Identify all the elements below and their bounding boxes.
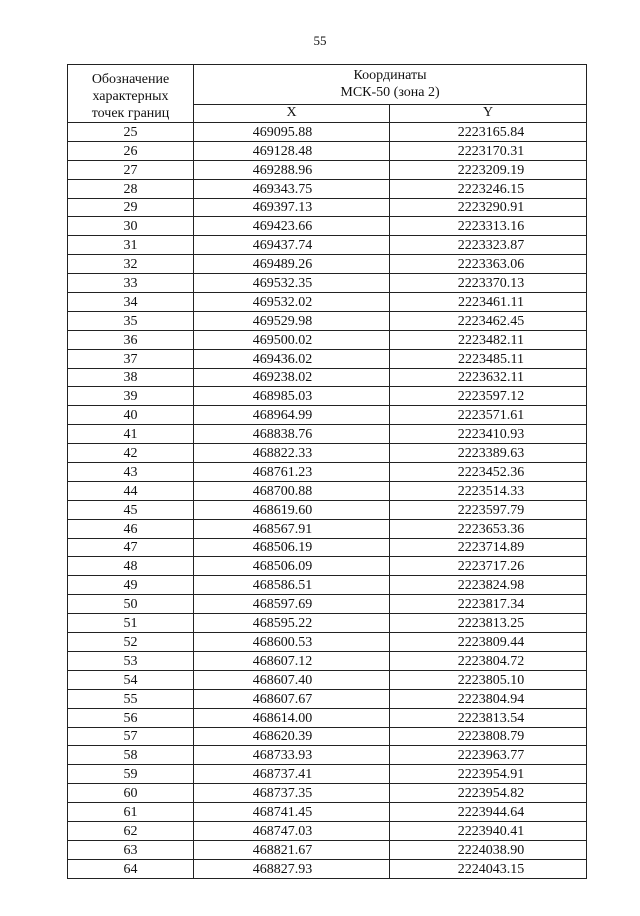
point-number-cell: 39: [68, 387, 194, 406]
point-number-cell: 46: [68, 519, 194, 538]
y-coordinate-cell: 2223809.44: [390, 633, 587, 652]
header-y: Y: [390, 104, 587, 122]
y-coordinate-cell: 2223571.61: [390, 406, 587, 425]
y-coordinate-cell: 2223817.34: [390, 595, 587, 614]
x-coordinate-cell: 469343.75: [194, 179, 390, 198]
table-row: [68, 160, 587, 179]
x-coordinate-cell: 468506.19: [194, 538, 390, 557]
point-number-cell: 26: [68, 141, 194, 160]
header-x: X: [194, 104, 390, 122]
point-number-cell: 37: [68, 349, 194, 368]
table-row: [68, 293, 587, 312]
table-row: [68, 727, 587, 746]
table-row: [68, 444, 587, 463]
y-coordinate-cell: 2223165.84: [390, 123, 587, 142]
x-coordinate-cell: 469532.02: [194, 293, 390, 312]
y-coordinate-cell: 2223246.15: [390, 179, 587, 198]
x-coordinate-cell: 468506.09: [194, 557, 390, 576]
point-number-cell: 42: [68, 444, 194, 463]
table-row: [68, 633, 587, 652]
point-number-cell: 35: [68, 311, 194, 330]
table-row: [68, 576, 587, 595]
table-row: [68, 708, 587, 727]
point-number-cell: 34: [68, 293, 194, 312]
x-coordinate-cell: 468761.23: [194, 463, 390, 482]
x-coordinate-cell: 469436.02: [194, 349, 390, 368]
point-number-cell: 43: [68, 463, 194, 482]
x-coordinate-cell: 469238.02: [194, 368, 390, 387]
x-coordinate-cell: 468733.93: [194, 746, 390, 765]
y-coordinate-cell: 2223363.06: [390, 255, 587, 274]
table-row: [68, 330, 587, 349]
table-row: [68, 595, 587, 614]
page-number: 55: [313, 33, 327, 48]
table-row: [68, 765, 587, 784]
table-row: [68, 141, 587, 160]
point-number-cell: 59: [68, 765, 194, 784]
x-coordinate-cell: 468822.33: [194, 444, 390, 463]
point-number-cell: 55: [68, 689, 194, 708]
coordinates-table: [67, 64, 587, 879]
table-row: [68, 387, 587, 406]
point-number-cell: 27: [68, 160, 194, 179]
x-coordinate-cell: 469128.48: [194, 141, 390, 160]
table-row: [68, 670, 587, 689]
header-point-line-1: Обозначение: [91, 72, 170, 87]
table-row: [68, 179, 587, 198]
x-coordinate-cell: 468614.00: [194, 708, 390, 727]
y-coordinate-cell: 2223290.91: [390, 198, 587, 217]
point-number-cell: 28: [68, 179, 194, 198]
y-coordinate-cell: 2223313.16: [390, 217, 587, 236]
x-coordinate-cell: 468597.69: [194, 595, 390, 614]
x-coordinate-cell: 468607.67: [194, 689, 390, 708]
x-coordinate-cell: 469095.88: [194, 123, 390, 142]
x-coordinate-cell: 468700.88: [194, 481, 390, 500]
x-coordinate-cell: 469397.13: [194, 198, 390, 217]
x-coordinate-cell: 469423.66: [194, 217, 390, 236]
header-point-line-2: характерных: [92, 89, 169, 104]
point-number-cell: 54: [68, 670, 194, 689]
y-coordinate-cell: 2223170.31: [390, 141, 587, 160]
point-number-cell: 40: [68, 406, 194, 425]
point-number-cell: 47: [68, 538, 194, 557]
table-row: [68, 463, 587, 482]
table-row: [68, 349, 587, 368]
table-row: [68, 784, 587, 803]
y-coordinate-cell: 2223963.77: [390, 746, 587, 765]
y-coordinate-cell: 2223461.11: [390, 293, 587, 312]
y-coordinate-cell: 2223940.41: [390, 821, 587, 840]
table-header: [68, 65, 587, 123]
point-number-cell: 33: [68, 274, 194, 293]
point-number-cell: 31: [68, 236, 194, 255]
table-row: [68, 368, 587, 387]
table-row: [68, 859, 587, 878]
table-row: [68, 406, 587, 425]
header-point-designation: [68, 65, 194, 123]
x-coordinate-cell: 468567.91: [194, 519, 390, 538]
header-coordinates: [194, 65, 587, 105]
point-number-cell: 52: [68, 633, 194, 652]
point-number-cell: 32: [68, 255, 194, 274]
x-coordinate-cell: 468607.12: [194, 651, 390, 670]
y-coordinate-cell: 2223410.93: [390, 425, 587, 444]
point-number-cell: 56: [68, 708, 194, 727]
x-coordinate-cell: 468747.03: [194, 821, 390, 840]
point-number-cell: 41: [68, 425, 194, 444]
x-coordinate-cell: 469500.02: [194, 330, 390, 349]
point-number-cell: 50: [68, 595, 194, 614]
x-coordinate-cell: 468838.76: [194, 425, 390, 444]
point-number-cell: 53: [68, 651, 194, 670]
y-coordinate-cell: 2223485.11: [390, 349, 587, 368]
y-coordinate-cell: 2224038.90: [390, 840, 587, 859]
y-coordinate-cell: 2223653.36: [390, 519, 587, 538]
table-row: [68, 123, 587, 142]
y-coordinate-cell: 2223597.12: [390, 387, 587, 406]
y-coordinate-cell: 2223714.89: [390, 538, 587, 557]
table-row: [68, 803, 587, 822]
y-coordinate-cell: 2223804.72: [390, 651, 587, 670]
y-coordinate-cell: 2223632.11: [390, 368, 587, 387]
y-coordinate-cell: 2223514.33: [390, 481, 587, 500]
y-coordinate-cell: 2223805.10: [390, 670, 587, 689]
x-coordinate-cell: 468985.03: [194, 387, 390, 406]
y-coordinate-cell: 2223954.82: [390, 784, 587, 803]
x-coordinate-cell: 469288.96: [194, 160, 390, 179]
y-coordinate-cell: 2223954.91: [390, 765, 587, 784]
point-number-cell: 64: [68, 859, 194, 878]
point-number-cell: 29: [68, 198, 194, 217]
table-row: [68, 217, 587, 236]
point-number-cell: 63: [68, 840, 194, 859]
point-number-cell: 61: [68, 803, 194, 822]
table-row: [68, 274, 587, 293]
point-number-cell: 58: [68, 746, 194, 765]
x-coordinate-cell: 468821.67: [194, 840, 390, 859]
point-number-cell: 62: [68, 821, 194, 840]
y-coordinate-cell: 2223824.98: [390, 576, 587, 595]
table-row: [68, 311, 587, 330]
x-coordinate-cell: 469529.98: [194, 311, 390, 330]
point-number-cell: 38: [68, 368, 194, 387]
header-coordinates-line-1: Координаты: [353, 68, 427, 84]
y-coordinate-cell: 2223482.11: [390, 330, 587, 349]
table-row: [68, 651, 587, 670]
table-row: [68, 500, 587, 519]
table-row: [68, 481, 587, 500]
x-coordinate-cell: 469489.26: [194, 255, 390, 274]
x-coordinate-cell: 468964.99: [194, 406, 390, 425]
y-coordinate-cell: 2223813.25: [390, 614, 587, 633]
point-number-cell: 25: [68, 123, 194, 142]
point-number-cell: 57: [68, 727, 194, 746]
x-coordinate-cell: 468741.45: [194, 803, 390, 822]
table-row: [68, 236, 587, 255]
x-coordinate-cell: 469532.35: [194, 274, 390, 293]
point-number-cell: 30: [68, 217, 194, 236]
table-row: [68, 689, 587, 708]
table-row: [68, 746, 587, 765]
y-coordinate-cell: 2223944.64: [390, 803, 587, 822]
point-number-cell: 48: [68, 557, 194, 576]
y-coordinate-cell: 2223717.26: [390, 557, 587, 576]
y-coordinate-cell: 2223462.45: [390, 311, 587, 330]
y-coordinate-cell: 2223209.19: [390, 160, 587, 179]
table-row: [68, 538, 587, 557]
x-coordinate-cell: 468619.60: [194, 500, 390, 519]
point-number-cell: 49: [68, 576, 194, 595]
y-coordinate-cell: 2223389.63: [390, 444, 587, 463]
table-row: [68, 198, 587, 217]
x-coordinate-cell: 468827.93: [194, 859, 390, 878]
x-coordinate-cell: 468595.22: [194, 614, 390, 633]
table-row: [68, 614, 587, 633]
x-coordinate-cell: 468737.41: [194, 765, 390, 784]
point-number-cell: 51: [68, 614, 194, 633]
y-coordinate-cell: 2223452.36: [390, 463, 587, 482]
table-row: [68, 840, 587, 859]
table-row: [68, 557, 587, 576]
header-coordinates-line-2: МСК-50 (зона 2): [340, 85, 440, 101]
y-coordinate-cell: 2223813.54: [390, 708, 587, 727]
header-point-line-3: точек границ: [91, 106, 170, 121]
point-number-cell: 45: [68, 500, 194, 519]
y-coordinate-cell: 2223370.13: [390, 274, 587, 293]
table-row: [68, 425, 587, 444]
x-coordinate-cell: 468600.53: [194, 633, 390, 652]
point-number-cell: 60: [68, 784, 194, 803]
table-row: [68, 821, 587, 840]
x-coordinate-cell: 468620.39: [194, 727, 390, 746]
y-coordinate-cell: 2224043.15: [390, 859, 587, 878]
x-coordinate-cell: 468737.35: [194, 784, 390, 803]
y-coordinate-cell: 2223808.79: [390, 727, 587, 746]
y-coordinate-cell: 2223323.87: [390, 236, 587, 255]
table-body: [68, 123, 587, 879]
y-coordinate-cell: 2223597.79: [390, 500, 587, 519]
x-coordinate-cell: 468607.40: [194, 670, 390, 689]
x-coordinate-cell: 469437.74: [194, 236, 390, 255]
x-coordinate-cell: 468586.51: [194, 576, 390, 595]
point-number-cell: 44: [68, 481, 194, 500]
y-coordinate-cell: 2223804.94: [390, 689, 587, 708]
table-row: [68, 519, 587, 538]
table-row: [68, 255, 587, 274]
point-number-cell: 36: [68, 330, 194, 349]
